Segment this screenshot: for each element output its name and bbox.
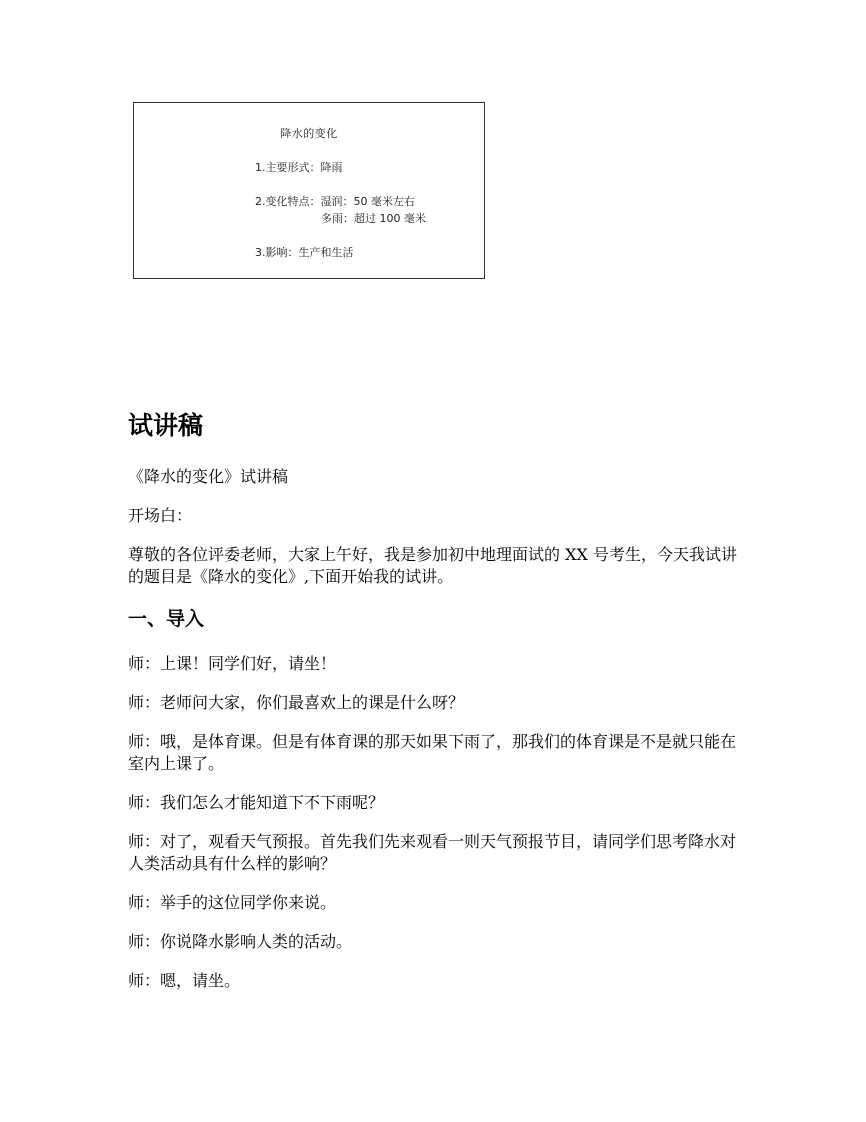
dialogue-line: 师：上课！同学们好，请坐！ xyxy=(128,654,337,673)
dialogue-line: 师：我们怎么才能知道下不下雨呢？ xyxy=(128,793,385,812)
lecture-script xyxy=(128,408,748,1009)
section-heading-intro: 一、导入 xyxy=(128,608,205,630)
board-line-change-rainy: 多雨：超过 100 毫米 xyxy=(321,212,426,225)
board-line-impact: 3.影响：生产和生活 xyxy=(255,246,354,259)
page-title: 试讲稿 xyxy=(128,411,204,440)
dialogue-line: 师：哦，是体育课。但是有体育课的那天如果下雨了，那我们的体育课是不是就只能在室内上课了。 xyxy=(128,732,737,773)
board-line-change-humid: 2.变化特点：湿润：50 毫米左右 xyxy=(255,195,415,208)
board-title: 降水的变化 xyxy=(280,127,338,140)
blackboard-design-box xyxy=(133,102,485,279)
board-line-main-form: 1.主要形式：降雨 xyxy=(255,161,343,174)
opening-label: 开场白： xyxy=(128,506,193,525)
script-subtitle: 《降水的变化》试讲稿 xyxy=(128,467,289,486)
dialogue-line: 师：你说降水影响人类的活动。 xyxy=(128,932,353,951)
opening-text: 尊敬的各位评委老师，大家上午好，我是参加初中地理面试的 XX 号考生，今天我试讲的题目是《降水的变化》,下面开始我的试讲。 xyxy=(128,545,737,586)
dialogue-line: 师：嗯，请坐。 xyxy=(128,971,241,990)
dialogue-line: 师：对了，观看天气预报。首先我们先来观看一则天气预报节目，请同学们思考降水对人类活动具有什么样的影响？ xyxy=(128,832,737,873)
dialogue-line: 师：老师问大家，你们最喜欢上的课是什么呀？ xyxy=(128,693,465,712)
dialogue-line: 师：举手的这位同学你来说。 xyxy=(128,893,337,912)
